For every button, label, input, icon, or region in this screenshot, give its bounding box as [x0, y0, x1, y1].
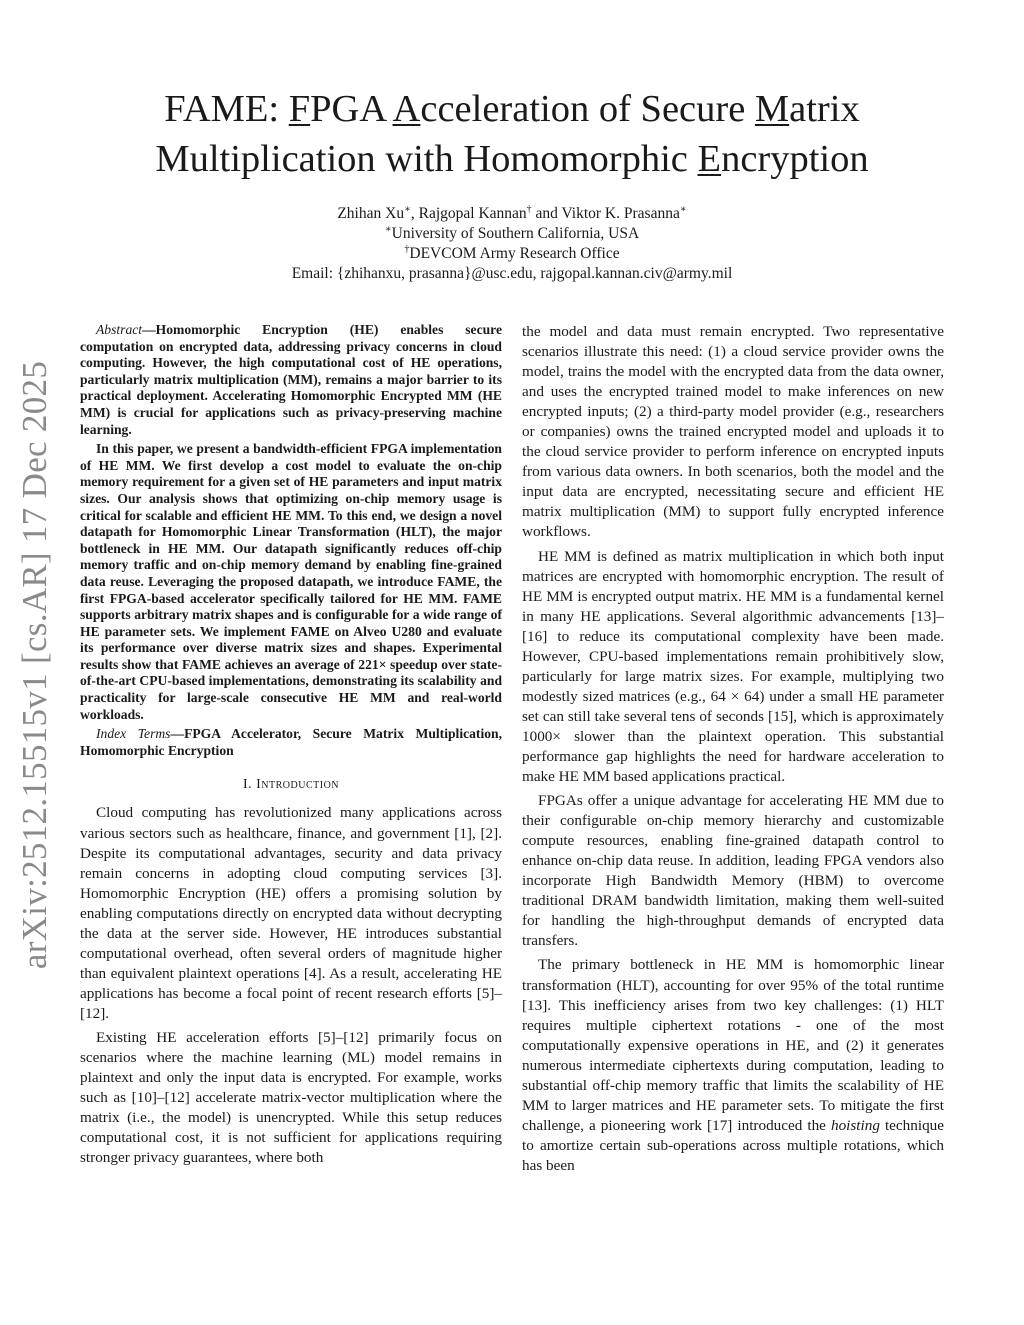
right-column [522, 322, 944, 1180]
intro-paragraph-1: Cloud computing has revolutionized many applications across various sectors such as healthcare, finance, and government [1], [2]. Despite its computational advantages, security and data privacy remain concerns in adopting cloud computing services [3]. Homomorphic Encryption (HE) offers a promising solution by enabling computations directly on encrypted data without decrypting the data at the server side. However, HE introduces substantial computational overhead, often several orders of magnitude higher than equivalent plaintext operations [4]. As a result, accelerating HE applications has become a focal point of recent research efforts [5]–[12]. [80, 804, 502, 1022]
abstract-paragraph-1: Abstract—Homomorphic Encryption (HE) enables secure computation on encrypted data, addressing privacy concerns in cloud computing. However, the high computational cost of HE operations, particularly matrix multiplication (MM), remains a major barrier to its practical deployment. Accelerating Homomorphic Encrypted MM (HE MM) is crucial for applications such as privacy-preserving machine learning. [80, 322, 502, 437]
title-line-1: FAME: FPGA Acceleration of Secure Matrix [164, 88, 860, 130]
affiliation-devcom: †DEVCOM Army Research Office [404, 244, 620, 262]
body-paragraph-continued: the model and data must remain encrypted. Two representative scenarios illustrate this need: (1) a cloud service provider owns the model, trains the model with the encrypted data from the data owner, and uses the encrypted trained model to make inferences on new encrypted inputs; (2) a third-party model provider (e.g., researchers or companies) owns the trained encrypted model and uploads it to the cloud service provider to perform inference on encrypted inputs from various data owners. In both scenarios, both the model and the input data are encrypted, necessitating secure and efficient HE matrix multiplication (MM) to support fully encrypted inference workflows. [522, 323, 944, 541]
arxiv-watermark [8, 360, 62, 970]
section-heading-introduction: I. Introduction [242, 777, 340, 793]
body-paragraph-fpga: FPGAs offer a unique advantage for accelerating HE MM due to their configurable on-chip memory hierarchy and customizable compute resources, enabling fine-grained datapath control to enhance on-chip data reuse. In addition, leading FPGA vendors also incorporate High Bandwidth Memory (HBM) to overcome traditional DRAM bandwidth limitation, making them well-suited for handling the high-throughput demands of encrypted data transfers. [522, 792, 944, 950]
index-terms: Index Terms—FPGA Accelerator, Secure Matrix Multiplication, Homomorphic Encryption [80, 726, 502, 758]
arxiv-id: arXiv:2512.15515v1 [cs.AR] 17 Dec 2025 [15, 360, 54, 970]
intro-paragraph-2: Existing HE acceleration efforts [5]–[12] primarily focus on scenarios where the machine learning (ML) model remains in plaintext and only the input data is encrypted. For example, works such as [10]–[12] accelerate matrix-vector multiplication where the matrix (i.e., the model) is unencrypted. While this setup reduces computational cost, it is not sufficient for applications requiring stronger privacy guarantees, where both [80, 1029, 502, 1167]
abstract [80, 322, 502, 759]
author-block [100, 204, 924, 284]
author-names: Zhihan Xu∗, Rajgopal Kannan† and Viktor K. Prasanna∗ [337, 204, 687, 222]
body-paragraph-bottleneck: The primary bottleneck in HE MM is homomorphic linear transformation (HLT), accounting for over 95% of the total runtime [13]. This inefficiency arises from two key challenges: (1) HLT requires multiple ciphertext rotations - one of the most computationally expensive operations in HE, and (2) it generates numerous intermediate ciphertexts during computation, leading to substantial off-chip memory traffic that limits the scalability of HE MM to larger matrices and HE parameter sets. To mitigate the first challenge, a pioneering work [17] introduced the hoisting technique to amortize certain sub-operations across multiple rotations, which has been [522, 956, 944, 1174]
abstract-paragraph-2: In this paper, we present a bandwidth-efficient FPGA implementation of HE MM. We first develop a cost model to evaluate the on-chip memory requirement for a given set of HE parameters and input matrix sizes. Our analysis shows that optimizing on-chip memory usage is critical for scalable and efficient HE MM. To this end, we design a novel datapath for Homomorphic Linear Transformation (HLT), the major bottleneck in HE MM. Our datapath significantly reduces off-chip memory traffic and on-chip memory demand by enabling fine-grained data reuse. Leveraging the proposed datapath, we introduce FAME, the first FPGA-based accelerator specifically tailored for HE MM. FAME supports arbitrary matrix shapes and is configurable for a wide range of HE parameter sets. We implement FAME on Alveo U280 and evaluate its performance over diverse matrix sizes and shapes. Experimental results show that FAME achieves an average of 221× speedup over state-of-the-art CPU-based implementations, demonstrating its scalability and practicality for large-scale consecutive HE MM and real-world workloads. [80, 441, 502, 722]
author-email: Email: {zhihanxu, prasanna}@usc.edu, rajgopal.kannan.civ@army.mil [291, 265, 733, 282]
body-paragraph-he-mm: HE MM is defined as matrix multiplication in which both input matrices are encrypted with homomorphic encryption. The result of HE MM is encrypted output matrix. HE MM is a fundamental kernel in many HE applications. Several algorithmic advancements [13]–[16] to reduce its computational complexity have been made. However, CPU-based implementations remain prohibitively slow, particularly for large matrix sizes. For example, multiplying two modestly sized matrices (e.g., 64 × 64) under a small HE parameter set can still take several tens of seconds [15], which is approximately 1000× slower than the plaintext operation. This substantial performance gap highlights the need for hardware acceleration to make HE MM based applications practical. [522, 547, 944, 786]
title-line-2: Multiplication with Homomorphic Encryption [155, 138, 869, 180]
paper-title [100, 84, 924, 184]
affiliation-usc: ∗University of Southern California, USA [384, 224, 640, 242]
left-column [80, 322, 502, 1172]
